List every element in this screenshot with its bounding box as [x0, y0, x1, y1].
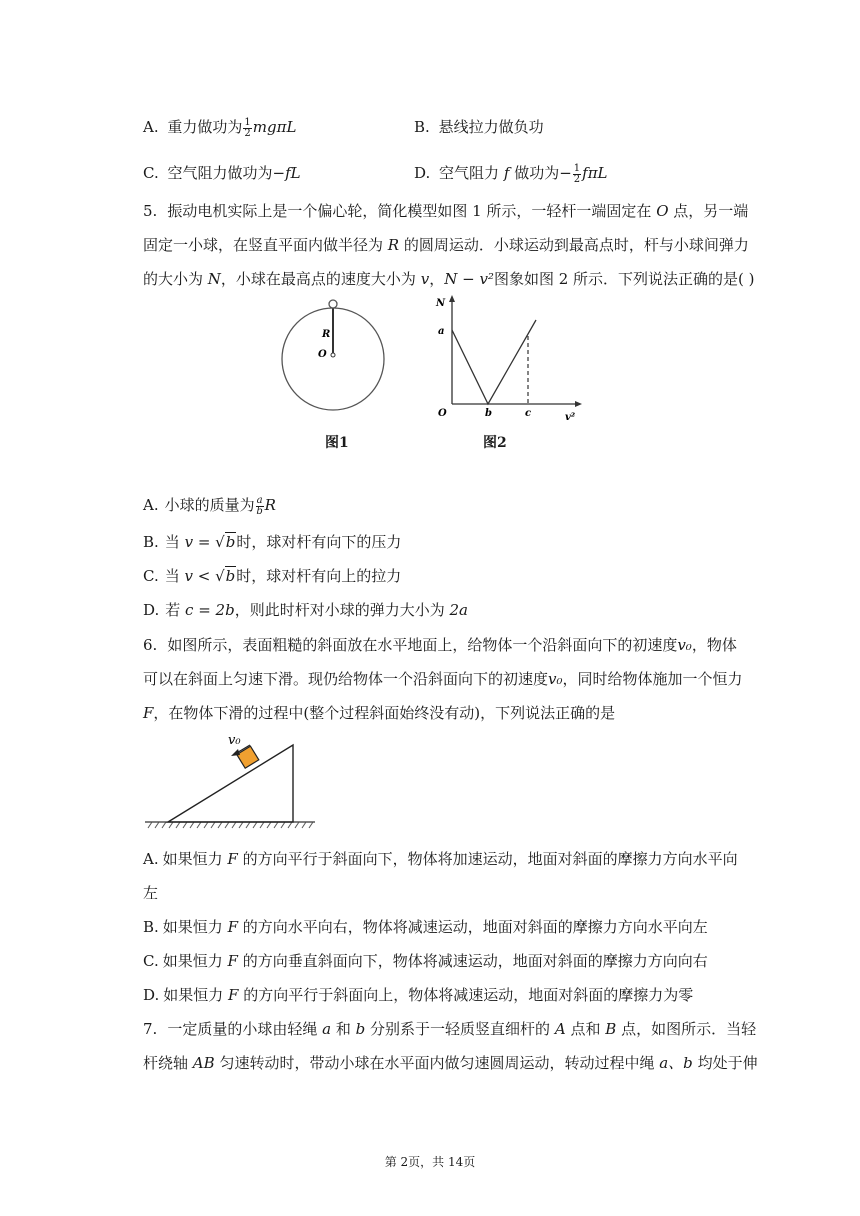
q4-option-a: A. 重力做功为 $\frac{1}{2}$ mgπL: [143, 116, 297, 139]
svg-text:N: N: [436, 298, 446, 309]
q5-line-2: 固定一小球，在竖直平面内做半径为 R 的圆周运动．小球运动到最高点时，杆与小球间弹力: [143, 236, 749, 254]
ball: [329, 300, 337, 308]
incline: [168, 745, 293, 822]
q6-option-a-wrap: 左: [143, 884, 159, 902]
q4-option-b: B. 悬线拉力做负功: [414, 118, 544, 136]
fraction: $\frac{a}{b}$: [256, 494, 263, 517]
q6-option-a: A. 如果恒力 F 的方向平行于斜面向下，物体将加速运动，地面对斜面的摩擦力方向水平向: [143, 850, 738, 868]
label-O: O: [318, 349, 327, 360]
q5-line-1: 5. 振动电机实际上是一个偏心轮，简化模型如图 1 所示，一轻杆一端固定在 O 点，另一端: [143, 202, 749, 220]
q5-option-d: D. 若 c = 2b，则此时杆对小球的弹力大小为 2a: [143, 601, 468, 619]
svg-text:b: b: [485, 408, 492, 419]
page-footer: 第 2页，共 14页: [384, 1155, 476, 1169]
q6-line-2: 可以在斜面上匀速下滑。现仍给物体一个沿斜面向下的初速度v₀，同时给物体施加一个恒力: [143, 670, 743, 688]
q6-option-b: B. 如果恒力 F 的方向水平向右，物体将减速运动，地面对斜面的摩擦力方向水平向左: [143, 918, 708, 936]
figure-1-eccentric-wheel: [278, 296, 398, 416]
q5-option-a: A. 小球的质量为 $\frac{a}{b}$ R: [143, 494, 276, 517]
q6-option-c: C. 如果恒力 F 的方向垂直斜面向下，物体将减速运动，地面对斜面的摩擦力方向向右: [143, 952, 708, 970]
svg-text:a: a: [438, 326, 445, 337]
q5-option-b: B. 当 v = √b时，球对杆有向下的压力: [143, 533, 402, 551]
q6-line-1: 6. 如图所示，表面粗糙的斜面放在水平地面上，给物体一个沿斜面向下的初速度v₀，物体: [143, 636, 737, 654]
graph-line: [452, 320, 536, 404]
figure-1-caption: 图1: [325, 435, 349, 451]
fraction: $\frac{1}{2}$: [573, 162, 581, 185]
q4-option-c: C. 空气阻力做功为−fL: [143, 164, 301, 182]
q4-option-d: D. 空气阻力 f 做功为− $\frac{1}{2}$ fπL: [414, 162, 608, 185]
q6-line-3: F，在物体下滑的过程中(整个过程斜面始终没有动)，下列说法正确的是: [143, 704, 616, 722]
figure-2-n-v2-graph: [428, 292, 588, 422]
svg-text:v²: v²: [565, 412, 576, 422]
block: [237, 746, 259, 768]
v0-label: v₀: [228, 733, 241, 748]
q7-line-1: 7. 一定质量的小球由轻绳 a 和 b 分别系于一轻质竖直细杆的 A 点和 B 点，如图所示．当轻: [143, 1020, 757, 1038]
fraction: $\frac{1}{2}$: [244, 116, 251, 139]
figure-2-caption: 图2: [483, 435, 507, 451]
svg-text:O: O: [438, 408, 447, 419]
q5-option-c: C. 当 v < √b时，球对杆有向上的拉力: [143, 567, 402, 585]
incline-figure: [140, 732, 320, 832]
svg-text:c: c: [525, 408, 532, 419]
q6-option-d: D. 如果恒力 F 的方向平行于斜面向上，物体将减速运动，地面对斜面的摩擦力为零: [143, 986, 694, 1004]
q5-line-3: 的大小为 N，小球在最高点的速度大小为 v，N − v²图象如图 2 所示．下列说法正确的是( ): [143, 270, 755, 288]
label-R: R: [322, 329, 331, 340]
q7-line-2: 杆绕轴 AB 匀速转动时，带动小球在水平面内做匀速圆周运动，转动过程中绳 a、b 均处于伸: [143, 1054, 758, 1072]
